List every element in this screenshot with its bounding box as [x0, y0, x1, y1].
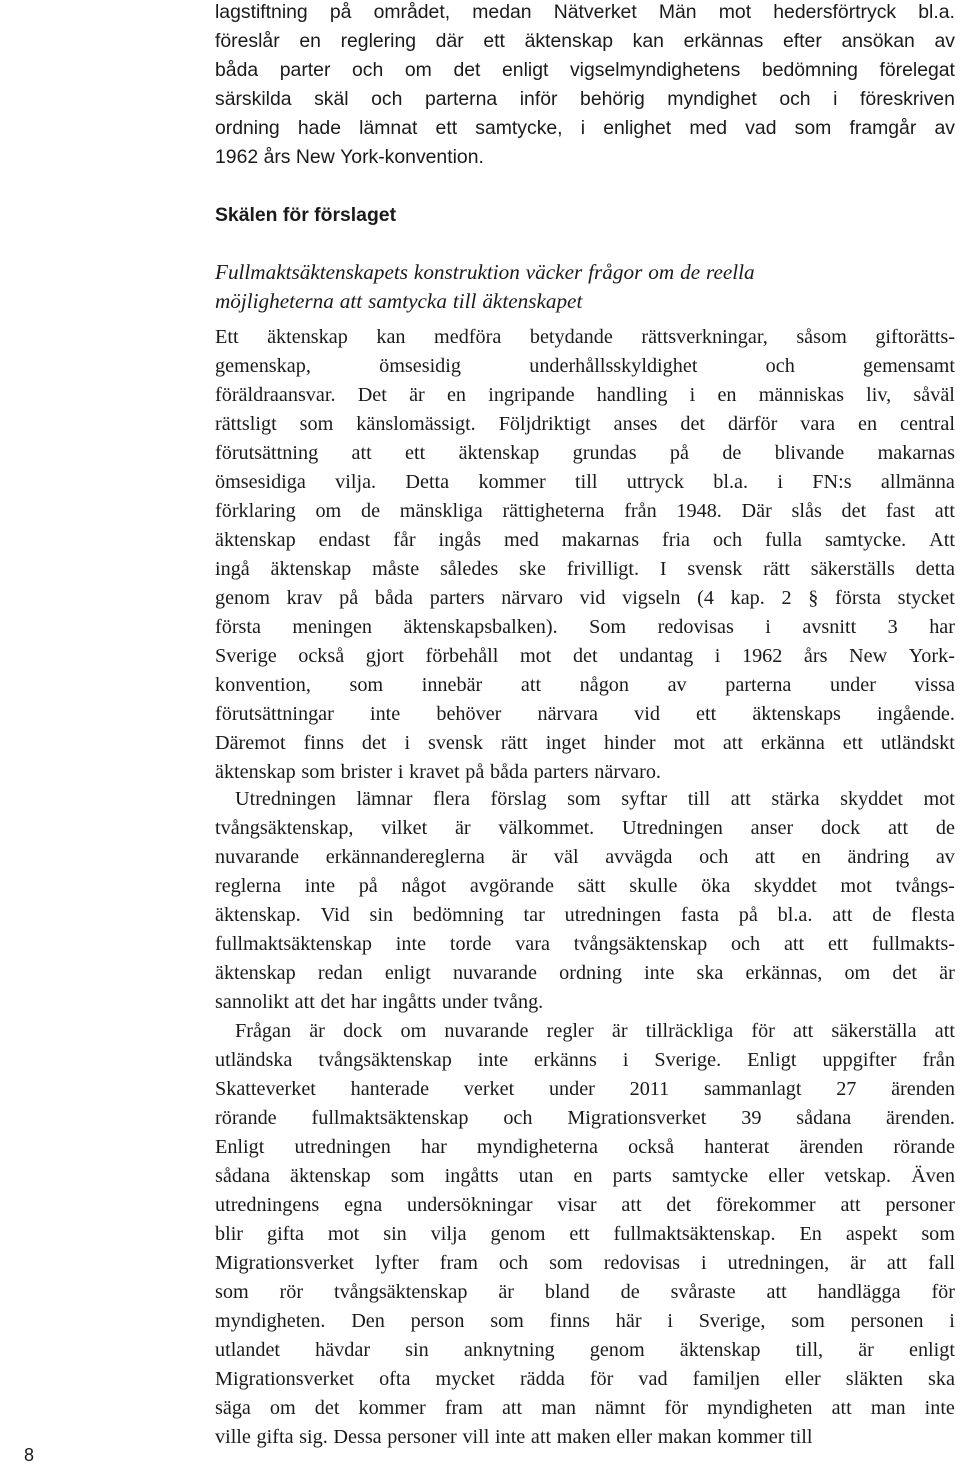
intro-paragraph	[215, 0, 955, 172]
text-line: utländska tvångsäktenskap inte erkänns i Sverige. Enligt uppgifter från	[215, 1049, 955, 1071]
text-line: utlandet hävdar sin anknytning genom äktenskap till, är enligt	[215, 1339, 955, 1361]
text-line: särskilda skäl och parterna inför behörig myndighet och i föreskriven	[215, 88, 955, 110]
text-line: rättsligt som känslomässigt. Följdriktigt anses det därför vara en central	[215, 413, 955, 435]
text-line: Däremot finns det i svensk rätt inget hinder mot att erkänna ett utländskt	[215, 732, 955, 754]
text-line: äktenskap endast får ingås med makarnas fria och fulla samtycke. Att	[215, 529, 955, 551]
text-line: rörande fullmaktsäktenskap och Migrationsverket 39 sådana ärenden.	[215, 1107, 955, 1129]
text-line: Frågan är dock om nuvarande regler är tillräckliga för att säkerställa att	[235, 1020, 955, 1042]
subheading	[215, 258, 955, 316]
text-line: som rör tvångsäktenskap är bland de svåraste att handlägga för	[215, 1281, 955, 1303]
text-line: möjligheterna att samtycka till äktenskapet	[215, 289, 583, 313]
text-line: sådana äktenskap som ingåtts utan en parts samtycke eller vetskap. Även	[215, 1165, 955, 1187]
page-number: 8	[24, 1445, 35, 1465]
text-line: lagstiftning på området, medan Nätverket Män mot hedersförtryck bl.a.	[215, 1, 955, 23]
text-line: ingå äktenskap måste således ske frivilligt. I svensk rätt säkerställs detta	[215, 558, 955, 580]
text-line: föräldraansvar. Det är en ingripande handling i en människas liv, såväl	[215, 384, 955, 406]
text-line: konvention, som innebär att någon av parterna under vissa	[215, 674, 955, 696]
text-line: ville gifta sig. Dessa personer vill inte att maken eller makan kommer till	[215, 1426, 813, 1448]
text-line: Enligt utredningen har myndigheterna också hanterat ärenden rörande	[215, 1136, 955, 1158]
text-line: säga om det kommer fram att man nämnt för myndigheten att man inte	[215, 1397, 955, 1419]
text-line: Ett äktenskap kan medföra betydande rättsverkningar, såsom giftorätts-	[215, 326, 955, 348]
paragraph-1	[215, 323, 955, 787]
text-line: ordning hade lämnat ett samtycke, i enlighet med vad som framgår av	[215, 117, 955, 139]
text-line: 1962 års New York-konvention.	[215, 146, 484, 168]
text-line: tvångsäktenskap, vilket är välkommet. Utredningen anser dock att de	[215, 817, 955, 839]
paragraph-2	[215, 785, 955, 1017]
text-line: förutsättningar inte behöver närvara vid ett äktenskaps ingående.	[215, 703, 955, 725]
text-line: äktenskap redan enligt nuvarande ordning inte ska erkännas, om det är	[215, 962, 955, 984]
text-line: Utredningen lämnar flera förslag som syftar till att stärka skyddet mot	[235, 788, 955, 810]
text-line: nuvarande erkännandereglerna är väl avvägda och att en ändring av	[215, 846, 955, 868]
text-line: Sverige också gjort förbehåll mot det undantag i 1962 års New York-	[215, 645, 955, 667]
text-line: äktenskap. Vid sin bedömning tar utredningen fasta på bl.a. att de flesta	[215, 904, 955, 926]
text-line: båda parter och om det enligt vigselmyndighetens bedömning förelegat	[215, 59, 955, 81]
text-line: sannolikt att det har ingåtts under tvång.	[215, 991, 544, 1013]
text-line: genom krav på båda parters närvaro vid vigseln (4 kap. 2 § första stycket	[215, 587, 955, 609]
text-line: gemenskap, ömsesidig underhållsskyldighet och gemensamt	[215, 355, 955, 377]
text-line: reglerna inte på något avgörande sätt skulle öka skyddet mot tvångs-	[215, 875, 955, 897]
text-line: myndigheten. Den person som finns här i Sverige, som personen i	[215, 1310, 955, 1332]
text-line: fullmaktsäktenskap inte torde vara tvångsäktenskap och att ett fullmakts-	[215, 933, 955, 955]
text-line: Skatteverket hanterade verket under 2011 sammanlagt 27 ärenden	[215, 1078, 955, 1100]
paragraph-3	[215, 1017, 955, 1452]
text-line: blir gifta mot sin vilja genom ett fullmaktsäktenskap. En aspekt som	[215, 1223, 955, 1245]
text-line: Migrationsverket lyfter fram och som redovisas i utredningen, är att fall	[215, 1252, 955, 1274]
text-line: föreslår en reglering där ett äktenskap kan erkännas efter ansökan av	[215, 30, 955, 52]
text-line: förutsättning att ett äktenskap grundas på de blivande makarnas	[215, 442, 955, 464]
text-line: utredningens egna undersökningar visar att det förekommer att personer	[215, 1194, 955, 1216]
text-line: Migrationsverket ofta mycket rädda för vad familjen eller släkten ska	[215, 1368, 955, 1390]
section-heading: Skälen för förslaget	[215, 204, 397, 226]
text-line: första meningen äktenskapsbalken). Som redovisas i avsnitt 3 har	[215, 616, 955, 638]
text-line: äktenskap som brister i kravet på båda parters närvaro.	[215, 761, 661, 783]
text-line: Fullmaktsäktenskapets konstruktion väcker frågor om de reella	[215, 260, 755, 284]
text-line: förklaring om de mänskliga rättigheterna från 1948. Där slås det fast att	[215, 500, 955, 522]
text-line: ömsesidiga vilja. Detta kommer till uttryck bl.a. i FN:s allmänna	[215, 471, 955, 493]
